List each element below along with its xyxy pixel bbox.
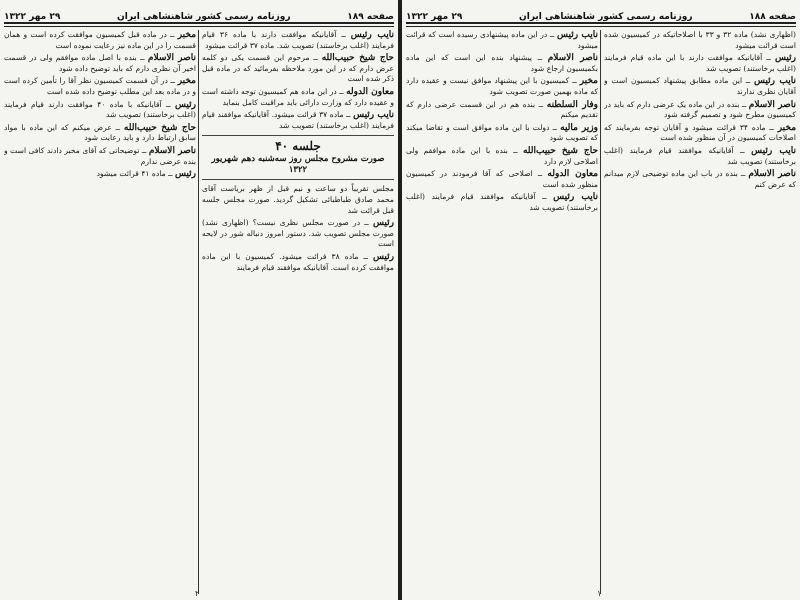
speech-text: مجلس تقریباً دو ساعت و نیم قبل از ظهر بریاست آقای محمد صادق طباطبائی تشکیل گردید. صورت مجلس جلسه قبل قرائت شد: [202, 184, 394, 215]
speech-paragraph: رئیس ــ آقایانیکه موافقت دارند با این ماده قیام فرمایند (اغلب برخاستند) تصویب شد: [604, 53, 796, 73]
speaker-name: مخبر: [579, 76, 598, 87]
left-page-number: ۲: [195, 589, 200, 598]
speech-text: در این ماده پیشنهادی رسیده است که قرائت میشود: [406, 30, 598, 50]
speaker-name: نایب رئیس: [350, 30, 394, 40]
speech-paragraph: معاون الدوله ــ اصلاحی که آقا فرمودند در کمیسیون منظور شده است: [406, 169, 598, 189]
speaker-name: ناصر الاسلام: [547, 53, 598, 64]
speech-text: پیشنهاد بنده این است که این ماده بکمیسیون ارجاع شود: [406, 53, 598, 73]
speech-text: توضیحاتی که آقای مخبر دادند کافی است و بنده عرضی ندارم: [4, 145, 196, 166]
speech-paragraph: ناصر الاسلام ــ پیشنهاد بنده این است که این ماده بکمیسیون ارجاع شود: [406, 53, 598, 73]
left-page-left-column: [4, 30, 196, 596]
speech-text: بنده با این ماده موافقم ولی اصلاحی لازم دارد: [406, 145, 598, 166]
left-page-right-column: [202, 30, 394, 596]
speaker-name: نایب رئیس: [553, 192, 598, 203]
speech-text: ماده ۴۱ قرائت میشود: [96, 169, 166, 179]
speech-text: این ماده مطابق پیشنهاد کمیسیون است و آقایان نظری ندارند: [604, 76, 796, 96]
right-rc-body: [604, 30, 796, 190]
speech-text: کمیسیون با این پیشنهاد موافق نیست و عقیده دارد که ماده بهمین صورت تصویب شود: [406, 76, 598, 96]
speech-text: بنده با اصل ماده موافقم ولی در قسمت اخیر آن نظری دارم که باید توضیح داده شود: [4, 53, 196, 73]
speech-paragraph: مخبر ــ در ماده قبل کمیسیون موافقت کرده است و همان قسمت را در این ماده نیز رعایت نموده است: [4, 30, 196, 50]
left-page-date: ۲۹ مهر ۱۳۲۲: [4, 12, 61, 22]
speech-paragraph: نایب رئیس ــ آقایانیکه موافقند قیام فرمایند (اغلب برخاستند) تصویب شد: [604, 145, 796, 166]
speech-paragraph: وزیر مالیه ــ دولت با این ماده موافق است و تقاضا میکند که تصویب شود: [406, 122, 598, 143]
speech-text: آقایانیکه موافقند قیام فرمایند (اغلب برخاستند) تصویب شد: [406, 192, 598, 212]
right-page-label: صفحه ۱۸۸: [749, 12, 796, 22]
speech-text: در ماده قبل کمیسیون موافقت کرده است و همان قسمت را در این ماده نیز رعایت نموده است: [4, 30, 196, 50]
speech-paragraph: ناصر الاسلام ــ بنده در این ماده یک عرضی دارم که باید در کمیسیون مطرح شود و تصمیم گرفته شود: [604, 99, 796, 120]
session-title: جلسه ۴۰: [275, 139, 321, 154]
right-lc-body: [406, 30, 598, 214]
speaker-name: وفار السلطنه: [546, 99, 598, 110]
right-page: [402, 0, 800, 600]
right-page-number: ۱: [597, 589, 602, 598]
speaker-name: مخبر: [177, 76, 196, 87]
speaker-name: معاون الدوله: [346, 86, 394, 97]
speaker-name: ناصر الاسلام: [147, 53, 196, 64]
session-subtitle: صورت مشروح مجلس روز سه‌شنبه دهم شهریور ۱۳۲۲: [211, 154, 385, 176]
speech-text: آقایانیکه موافقند قیام فرمایند (اغلب برخاستند) تصویب شد: [604, 145, 796, 166]
speech-text: در صورت مجلس نظری نیست؟ (اظهاری نشد) صورت مجلس تصویب شد. دستور امروز دنباله شور در لایحه است: [202, 218, 394, 249]
speech-text: مرحوم این قسمت یکی دو کلمه عرض دارم که در این مورد ملاحظه بفرمائید که در ماده قبل ذکر شده است: [202, 53, 394, 84]
left-header-rule: [4, 26, 394, 27]
speaker-name: حاج شیخ حبیب‌الله: [321, 53, 394, 64]
speaker-name: وزیر مالیه: [560, 122, 598, 133]
speaker-name: رئیس: [174, 169, 196, 180]
speaker-name: نایب رئیس: [753, 76, 796, 87]
speech-paragraph: نایب رئیس ــ این ماده مطابق پیشنهاد کمیسیون است و آقایان نظری ندارند: [604, 76, 796, 96]
speaker-name: حاج شیخ حبیب‌الله: [123, 122, 196, 133]
left-lc-body: [4, 30, 196, 180]
left-page-label: صفحه ۱۸۹: [347, 12, 394, 22]
right-page-left-column: [406, 30, 598, 596]
speech-paragraph: مخبر ــ در آن قسمت کمیسیون نظر آقا را تأمین کرده است و در ماده بعد این مطلب توضیح داده شده است: [4, 76, 196, 96]
speech-paragraph: نایب رئیس ــ در این ماده پیشنهادی رسیده است که قرائت میشود: [406, 30, 598, 50]
speaker-name: نایب رئیس: [751, 145, 796, 156]
speaker-name: حاج شیخ حبیب‌الله: [522, 145, 598, 156]
right-header-rule: [406, 26, 796, 27]
right-page-header: [406, 4, 796, 24]
left-rc-lower: [202, 184, 394, 273]
speaker-name: نایب رئیس: [353, 110, 394, 121]
speech-text: آقایانیکه موافقت دارند با این ماده قیام فرمایند (اغلب برخاستند) تصویب شد: [604, 53, 796, 73]
speech-paragraph: ناصر الاسلام ــ بنده در باب این ماده توضیحی لازم میدانم که عرض کنم: [604, 169, 796, 189]
speaker-name: ناصر الاسلام: [148, 145, 196, 156]
speech-text: اصلاحی که آقا فرمودند در کمیسیون منظور شده است: [406, 169, 598, 189]
session-heading: [202, 135, 394, 180]
speech-text: عرض میکنم که این ماده با مواد سابق ارتباط دارد و باید رعایت شود: [4, 122, 196, 143]
speech-text: بنده در این ماده یک عرضی دارم که باید در کمیسیون مطرح شود و تصمیم گرفته شود: [604, 99, 796, 120]
right-column-divider: [600, 30, 601, 594]
speaker-name: رئیس: [774, 53, 796, 64]
speech-text: دولت با این ماده موافق است و تقاضا میکند که تصویب شود: [406, 122, 598, 143]
speech-paragraph: حاج شیخ حبیب‌الله ــ بنده با این ماده موافقم ولی اصلاحی لازم دارد: [406, 145, 598, 166]
speech-text: در این ماده هم کمیسیون توجه داشته است و عقیده دارد که وزارت دارائی باید مراقبت کامل بنماید: [202, 86, 394, 107]
speech-paragraph: مخبر ــ کمیسیون با این پیشنهاد موافق نیست و عقیده دارد که ماده بهمین صورت تصویب شود: [406, 76, 598, 96]
speech-paragraph: حاج شیخ حبیب‌الله ــ عرض میکنم که این ماده با مواد سابق ارتباط دارد و باید رعایت شود: [4, 122, 196, 143]
speech-text: (اظهاری نشد) ماده ۳۲ و ۳۳ با اصلاحاتیکه در کمیسیون شده است قرائت میشود: [604, 30, 796, 50]
speech-text: در آن قسمت کمیسیون نظر آقا را تأمین کرده است و در ماده بعد این مطلب توضیح داده شده است: [4, 76, 196, 96]
speech-paragraph: رئیس ــ آقایانیکه با ماده ۴۰ موافقت دارند قیام فرمایند (اغلب برخاستند) تصویب شد: [4, 99, 196, 120]
speech-text: آقایانیکه موافقت دارند با ماده ۳۶ قیام فرمایند (اغلب برخاستند) تصویب شد. ماده ۳۷ قرائت میشود: [202, 30, 394, 50]
right-publication-title: روزنامه رسمی کشور شاهنشاهی ایران: [519, 12, 693, 22]
left-publication-title: روزنامه رسمی کشور شاهنشاهی ایران: [117, 12, 291, 22]
speech-text: بنده هم در این قسمت عرضی دارم که تقدیم میکنم: [406, 99, 598, 120]
speech-paragraph: نایب رئیس ــ آقایانیکه موافقت دارند با ماده ۳۶ قیام فرمایند (اغلب برخاستند) تصویب شد. ماده ۳۷ قرائت میشود: [202, 30, 394, 50]
speaker-name: رئیس: [372, 251, 394, 262]
speech-paragraph: ناصر الاسلام ــ توضیحاتی که آقای مخبر دادند کافی است و بنده عرضی ندارم: [4, 145, 196, 166]
speech-text: ماده ۳۸ قرائت میشود. کمیسیون با این ماده موافقت کرده است. آقایانیکه موافقند قیام فرمایند: [202, 251, 394, 272]
speaker-name: رئیس: [174, 99, 196, 110]
speaker-name: ناصر الاسلام: [748, 169, 796, 180]
speech-text: بنده در باب این ماده توضیحی لازم میدانم که عرض کنم: [604, 169, 796, 189]
speech-paragraph: [202, 184, 394, 216]
speech-paragraph: رئیس ــ در صورت مجلس نظری نیست؟ (اظهاری نشد) صورت مجلس تصویب شد. دستور امروز دنباله شور در لایحه است: [202, 218, 394, 249]
right-page-date: ۲۹ مهر ۱۳۲۲: [406, 12, 463, 22]
speech-paragraph: نایب رئیس ــ آقایانیکه موافقند قیام فرمایند (اغلب برخاستند) تصویب شد: [406, 192, 598, 212]
speech-text: ماده ۳۷ قرائت میشود. آقایانیکه موافقند قیام فرمایند (اغلب برخاستند) تصویب شد: [202, 110, 394, 130]
speech-paragraph: رئیس ــ ماده ۴۱ قرائت میشود: [96, 169, 196, 180]
speech-paragraph: نایب رئیس ــ ماده ۳۷ قرائت میشود. آقایانیکه موافقند قیام فرمایند (اغلب برخاستند) تصویب شد: [202, 110, 394, 130]
left-rc-upper: [202, 30, 394, 131]
speech-paragraph: معاون الدوله ــ در این ماده هم کمیسیون توجه داشته است و عقیده دارد که وزارت دارائی باید مراقبت کامل بنماید: [202, 86, 394, 107]
speaker-name: معاون الدوله: [547, 169, 598, 180]
speech-paragraph: [604, 30, 796, 51]
left-column-divider: [198, 30, 199, 594]
right-page-right-column: [604, 30, 796, 596]
speaker-name: رئیس: [372, 218, 394, 229]
speech-paragraph: رئیس ــ ماده ۳۸ قرائت میشود. کمیسیون با این ماده موافقت کرده است. آقایانیکه موافقند قیام فرمایند: [202, 251, 394, 272]
speech-paragraph: ناصر الاسلام ــ بنده با اصل ماده موافقم ولی در قسمت اخیر آن نظری دارم که باید توضیح داده شود: [4, 53, 196, 73]
speaker-name: نایب رئیس: [557, 30, 598, 40]
speaker-name: مخبر: [777, 122, 796, 133]
speech-text: آقایانیکه با ماده ۴۰ موافقت دارند قیام فرمایند (اغلب برخاستند) تصویب شد: [4, 99, 196, 120]
speech-text: ماده ۳۴ قرائت میشود و آقایان توجه بفرمایند که اصلاحات کمیسیون در آن منظور شده است: [604, 122, 796, 143]
speech-paragraph: وفار السلطنه ــ بنده هم در این قسمت عرضی دارم که تقدیم میکنم: [406, 99, 598, 120]
speech-paragraph: حاج شیخ حبیب‌الله ــ مرحوم این قسمت یکی دو کلمه عرض دارم که در این مورد ملاحظه بفرمائید که در ماده قبل ذکر شده است: [202, 53, 394, 84]
speech-paragraph: مخبر ــ ماده ۳۴ قرائت میشود و آقایان توجه بفرمایند که اصلاحات کمیسیون در آن منظور شده است: [604, 122, 796, 143]
left-page: [0, 0, 398, 600]
speaker-name: ناصر الاسلام: [748, 99, 796, 110]
left-page-header: [4, 4, 394, 24]
speaker-name: مخبر: [177, 30, 196, 40]
